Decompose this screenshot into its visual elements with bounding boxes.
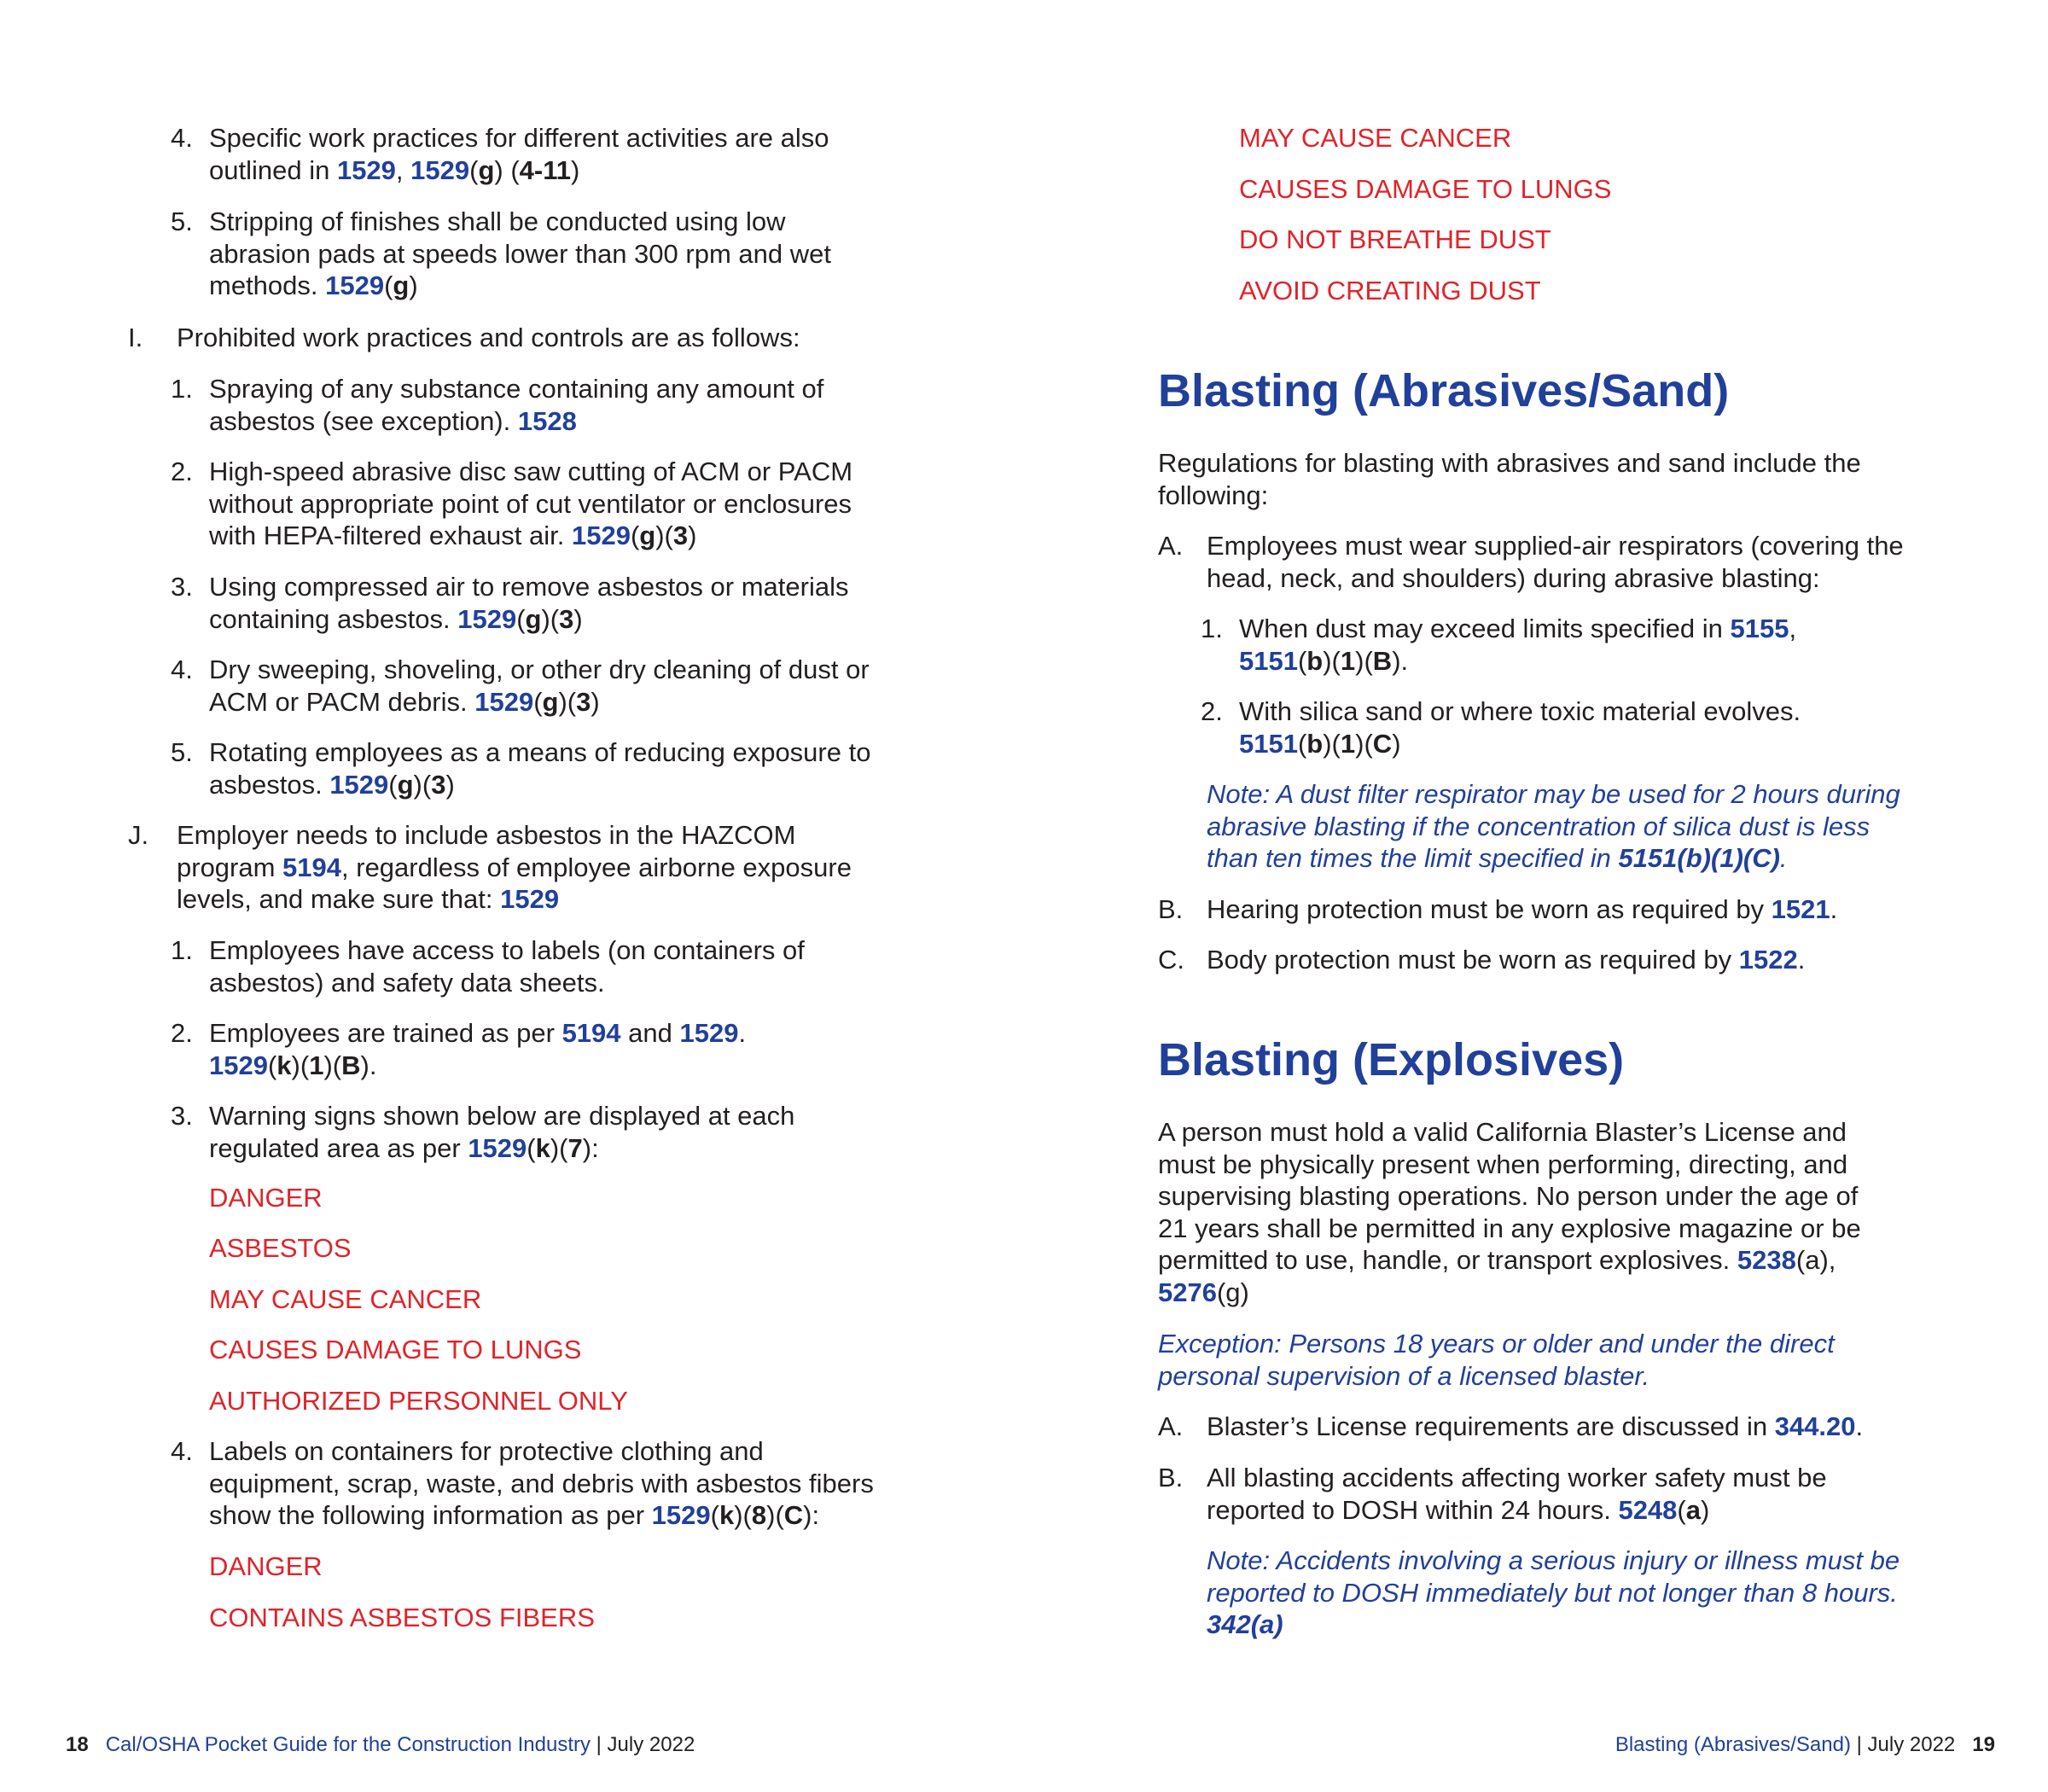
list-item: 3.: [171, 572, 193, 602]
section-letter: B.: [1158, 894, 1184, 924]
right-footer: [1615, 1732, 1995, 1758]
section-text: Blaster’s License requirements are discussed in 344.20.: [1207, 1411, 1864, 1441]
list-item-text: Dry sweeping, shoveling, or other dry cleaning of dust or ACM or PACM debris. 1529(g)(3): [209, 655, 870, 717]
list-item: 1.: [171, 374, 193, 404]
list-item: 5.: [171, 737, 193, 767]
footer-title: Blasting (Abrasives/Sand): [1615, 1733, 1851, 1756]
list-item: 2.: [171, 1018, 193, 1048]
reg-ref[interactable]: 5248: [1618, 1494, 1678, 1525]
note-text: Note: A dust filter respirator may be used for 2 hours during abrasive blasting if the concentration of silica dust is less than ten times the limit specified in 5151(b)(1)(C).: [1207, 779, 1900, 873]
list-item: 1.: [1201, 614, 1223, 643]
warning-sign-text: MAY CAUSE CANCER: [209, 1284, 482, 1314]
label-text: DO NOT BREATHE DUST: [1239, 224, 1551, 254]
list-item-text: With silica sand or where toxic material evolves. 5151(b)(1)(C): [1239, 696, 1801, 759]
list-item: 1.: [171, 935, 193, 965]
reg-ref[interactable]: 5194: [561, 1018, 621, 1048]
reg-ref[interactable]: 1529: [325, 271, 385, 300]
warning-sign-text: DANGER: [209, 1183, 323, 1213]
reg-ref[interactable]: 1529: [500, 884, 560, 914]
note-text: Note: Accidents involving a serious injury or illness must be reported to DOSH immediately but not longer than 8 hours. 342(a): [1207, 1545, 1900, 1639]
warning-sign-text: AUTHORIZED PERSONNEL ONLY: [209, 1386, 628, 1416]
list-item-text: Specific work practices for different activities are also outlined in 1529, 1529(g) (4-11): [209, 123, 829, 185]
list-item-text: Labels on containers for protective clothing and equipment, scrap, waste, and debris with asbestos fibers show the following information as per 1529(k)(8)(C):: [209, 1436, 874, 1530]
footer-date: | July 2022: [1850, 1733, 1956, 1756]
section-text: Prohibited work practices and controls are as follows:: [177, 323, 800, 352]
list-item: 4.: [171, 655, 193, 684]
page-number: 19: [1972, 1733, 1995, 1756]
section-letter: I.: [128, 323, 143, 352]
reg-ref[interactable]: 5151(b)(1)(C): [1618, 843, 1780, 873]
list-item-text: Using compressed air to remove asbestos or materials containing asbestos. 1529(g)(3): [209, 572, 849, 634]
footer-title: Cal/OSHA Pocket Guide for the Construction Industry: [105, 1733, 591, 1756]
reg-ref[interactable]: 5155: [1730, 614, 1789, 643]
exception-text: Exception: Persons 18 years or older and under the direct personal supervision of a licensed blaster.: [1158, 1329, 1835, 1391]
list-item-text: Rotating employees as a means of reducing exposure to asbestos. 1529(g)(3): [209, 737, 871, 800]
section-heading: Blasting (Abrasives/Sand): [1158, 365, 1730, 416]
reg-ref[interactable]: 1529: [468, 1132, 527, 1163]
list-item: 3.: [171, 1101, 193, 1131]
list-item-text: Employees are trained as per 5194 and 1529. 1529(k)(1)(B).: [209, 1018, 747, 1080]
section-text: Body protection must be worn as required by 1522.: [1207, 945, 1806, 975]
reg-ref[interactable]: 1521: [1771, 894, 1830, 924]
reg-ref[interactable]: 1529: [410, 154, 470, 185]
reg-ref[interactable]: 1528: [517, 405, 577, 436]
warning-sign-text: CAUSES DAMAGE TO LUNGS: [209, 1335, 582, 1364]
body-paragraph: A person must hold a valid California Blaster’s License and must be physically present when performing, directing, and supervising blasting operations. No person under the age of 21 years shall be permitted in any explosive magazine or be permitted to use, handle, or transport explosives. 5238(a), 5276(g): [1158, 1117, 1861, 1307]
reg-ref[interactable]: 5194: [282, 852, 342, 882]
list-item-text: Employees have access to labels (on containers of asbestos) and safety data sheets.: [209, 935, 805, 998]
label-text: DANGER: [209, 1551, 323, 1581]
section-letter: A.: [1158, 1411, 1184, 1441]
reg-ref[interactable]: 342(a): [1207, 1609, 1283, 1639]
list-item: 2.: [1201, 696, 1223, 726]
section-text: All blasting accidents affecting worker safety must be reported to DOSH within 24 hours. 5248(a): [1207, 1463, 1827, 1525]
reg-ref[interactable]: 1522: [1738, 945, 1798, 975]
section-letter: B.: [1158, 1463, 1184, 1492]
section-heading: Blasting (Explosives): [1158, 1034, 1625, 1085]
label-text: CAUSES DAMAGE TO LUNGS: [1239, 174, 1612, 204]
reg-ref[interactable]: 5276: [1158, 1277, 1217, 1307]
reg-ref[interactable]: 1529: [336, 154, 396, 185]
list-item: 4.: [171, 123, 193, 153]
reg-ref[interactable]: 5151: [1239, 728, 1298, 759]
reg-ref[interactable]: 1529: [651, 1500, 711, 1530]
label-text: AVOID CREATING DUST: [1239, 276, 1541, 305]
section-text: Employer needs to include asbestos in the HAZCOM program 5194, regardless of employee airborne exposure levels, and make sure that: 1529: [177, 820, 852, 914]
label-text: CONTAINS ASBESTOS FIBERS: [209, 1603, 595, 1632]
left-footer: [66, 1732, 695, 1758]
list-item: 5.: [171, 207, 193, 236]
reg-ref[interactable]: 1529: [679, 1018, 739, 1048]
list-item-text: Stripping of finishes shall be conducted using low abrasion pads at speeds lower than 300 rpm and wet methods. 1529(g): [209, 207, 831, 300]
reg-ref[interactable]: 1529: [474, 686, 534, 717]
list-item-text: Spraying of any substance containing any amount of asbestos (see exception). 1528: [209, 374, 824, 436]
section-text: Employees must wear supplied-air respirators (covering the head, neck, and shoulders) during abrasive blasting:: [1207, 531, 1904, 593]
list-item-text: High-speed abrasive disc saw cutting of ACM or PACM without appropriate point of cut ventilator or enclosures with HEPA-filtered exhaust air. 1529(g)(3): [209, 457, 853, 550]
reg-ref[interactable]: 344.20: [1774, 1411, 1856, 1441]
label-text: MAY CAUSE CANCER: [1239, 123, 1512, 153]
intro-paragraph: Regulations for blasting with abrasives and sand include the following:: [1158, 448, 1861, 510]
warning-sign-text: ASBESTOS: [209, 1233, 352, 1263]
reg-ref[interactable]: 1529: [572, 521, 631, 550]
reg-ref[interactable]: 1529: [209, 1050, 268, 1080]
footer-date: | July 2022: [590, 1733, 695, 1756]
page-number: 18: [66, 1733, 89, 1756]
reg-ref[interactable]: 1529: [457, 603, 517, 634]
section-text: Hearing protection must be worn as required by 1521.: [1207, 894, 1838, 924]
section-letter: C.: [1158, 945, 1184, 975]
list-item-text: Warning signs shown below are displayed at each regulated area as per 1529(k)(7):: [209, 1101, 795, 1163]
section-letter: J.: [128, 820, 149, 850]
list-item-text: When dust may exceed limits specified in 5155, 5151(b)(1)(B).: [1239, 614, 1797, 676]
reg-ref[interactable]: 1529: [329, 769, 389, 800]
reg-ref[interactable]: 5151: [1239, 645, 1298, 676]
section-letter: A.: [1158, 531, 1184, 561]
list-item: 4.: [171, 1436, 193, 1466]
list-item: 2.: [171, 457, 193, 486]
reg-ref[interactable]: 5238: [1737, 1245, 1796, 1275]
